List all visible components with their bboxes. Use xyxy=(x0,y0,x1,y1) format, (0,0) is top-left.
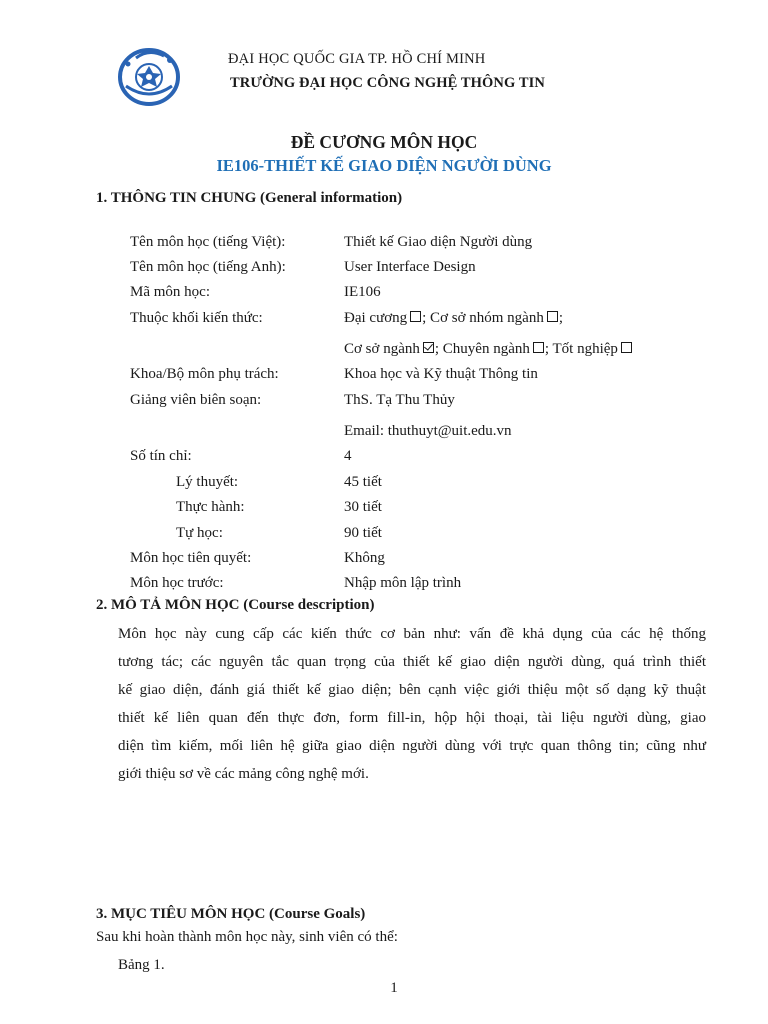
name-en-label: Tên môn học (tiếng Anh): xyxy=(130,259,286,275)
prerequisite-value: Không xyxy=(344,550,385,566)
prerequisite-label: Môn học tiên quyết: xyxy=(130,550,252,566)
practice-label: Thực hành: xyxy=(176,499,245,515)
description-line: thiết kế liên quan đến thực đơn, form fill-in, hộp hội thoại, tài liệu người dùng, giao xyxy=(118,710,706,726)
description-line: tương tác; các nguyên tắc quan trọng của thiết kế giao diện người dùng, quá trình thiết xyxy=(118,654,706,670)
practice-value: 30 tiết xyxy=(344,499,382,515)
name-vi-label: Tên môn học (tiếng Việt): xyxy=(130,234,286,250)
page-number: 1 xyxy=(390,980,398,996)
self-study-label: Tự học: xyxy=(176,525,223,541)
credits-value: 4 xyxy=(344,448,352,464)
goals-intro: Sau khi hoàn thành môn học này, sinh viên có thể: xyxy=(96,929,398,945)
option-co-so-nhom-nganh: ; Cơ sở nhóm ngành xyxy=(422,310,544,326)
lecturer-label: Giảng viên biên soạn: xyxy=(130,392,262,408)
school-name: TRƯỜNG ĐẠI HỌC CÔNG NGHỆ THÔNG TIN xyxy=(230,75,545,91)
option-tot-nghiep: ; Tốt nghiệp xyxy=(544,341,618,357)
description-line: kế giao diện, đánh giá thiết kế giao diện; bên cạnh việc giới thiệu một số dạng kỹ thuật xyxy=(118,682,706,698)
option-co-so-nganh: Cơ sở ngành xyxy=(344,341,420,357)
lecturer-value: ThS. Tạ Thu Thủy xyxy=(344,392,455,408)
course-title: IE106-THIẾT KẾ GIAO DIỆN NGƯỜI DÙNG xyxy=(216,156,552,175)
uit-logo-icon xyxy=(118,46,180,108)
department-value: Khoa học và Kỹ thuật Thông tin xyxy=(344,366,538,382)
option-dai-cuong: Đại cương xyxy=(344,310,408,326)
description-line: giới thiệu sơ về các mảng công nghệ mới. xyxy=(118,766,369,782)
credits-label: Số tín chỉ: xyxy=(130,448,192,464)
checkbox-dai-cuong[interactable] xyxy=(410,311,421,322)
checkbox-tot-nghiep[interactable] xyxy=(621,342,632,353)
theory-value: 45 tiết xyxy=(344,474,382,490)
course-code-value: IE106 xyxy=(344,284,381,300)
university-name: ĐẠI HỌC QUỐC GIA TP. HỒ CHÍ MINH xyxy=(228,51,486,67)
prior-course-label: Môn học trước: xyxy=(130,575,224,591)
knowledge-block-line-1 xyxy=(344,310,563,330)
checkbox-co-so-nganh[interactable] xyxy=(423,342,434,353)
option-chuyen-nganh: ; Chuyên ngành xyxy=(434,341,530,357)
section-1-heading: 1. THÔNG TIN CHUNG (General information) xyxy=(96,190,403,206)
section-3-heading: 3. MỤC TIÊU MÔN HỌC (Course Goals) xyxy=(96,906,366,922)
course-code-label: Mã môn học: xyxy=(130,284,210,300)
name-vi-value: Thiết kế Giao diện Người dùng xyxy=(344,234,533,250)
checkbox-chuyen-nganh[interactable] xyxy=(533,342,544,353)
theory-label: Lý thuyết: xyxy=(176,474,239,490)
description-line: diện tìm kiếm, mối liên hệ giữa giao diện người dùng với trực quan thông tin; cũng như xyxy=(118,738,706,754)
document-title: ĐỀ CƯƠNG MÔN HỌC xyxy=(290,132,478,152)
department-label: Khoa/Bộ môn phụ trách: xyxy=(130,366,279,382)
prior-course-value: Nhập môn lập trình xyxy=(344,575,462,591)
description-line: Môn học này cung cấp các kiến thức cơ bản như: vấn đề khả dụng của các hệ thống xyxy=(118,626,706,642)
table-caption: Bảng 1. xyxy=(118,957,165,973)
section-2-heading: 2. MÔ TẢ MÔN HỌC (Course description) xyxy=(96,597,375,613)
lecturer-email: Email: thuthuyt@uit.edu.vn xyxy=(344,423,512,439)
knowledge-block-label: Thuộc khối kiến thức: xyxy=(130,310,263,326)
course-description xyxy=(118,620,706,788)
knowledge-block-line-2 xyxy=(344,341,633,361)
name-en-value: User Interface Design xyxy=(344,259,476,275)
separator: ; xyxy=(558,310,564,326)
checkbox-co-so-nhom-nganh[interactable] xyxy=(547,311,558,322)
self-study-value: 90 tiết xyxy=(344,525,382,541)
